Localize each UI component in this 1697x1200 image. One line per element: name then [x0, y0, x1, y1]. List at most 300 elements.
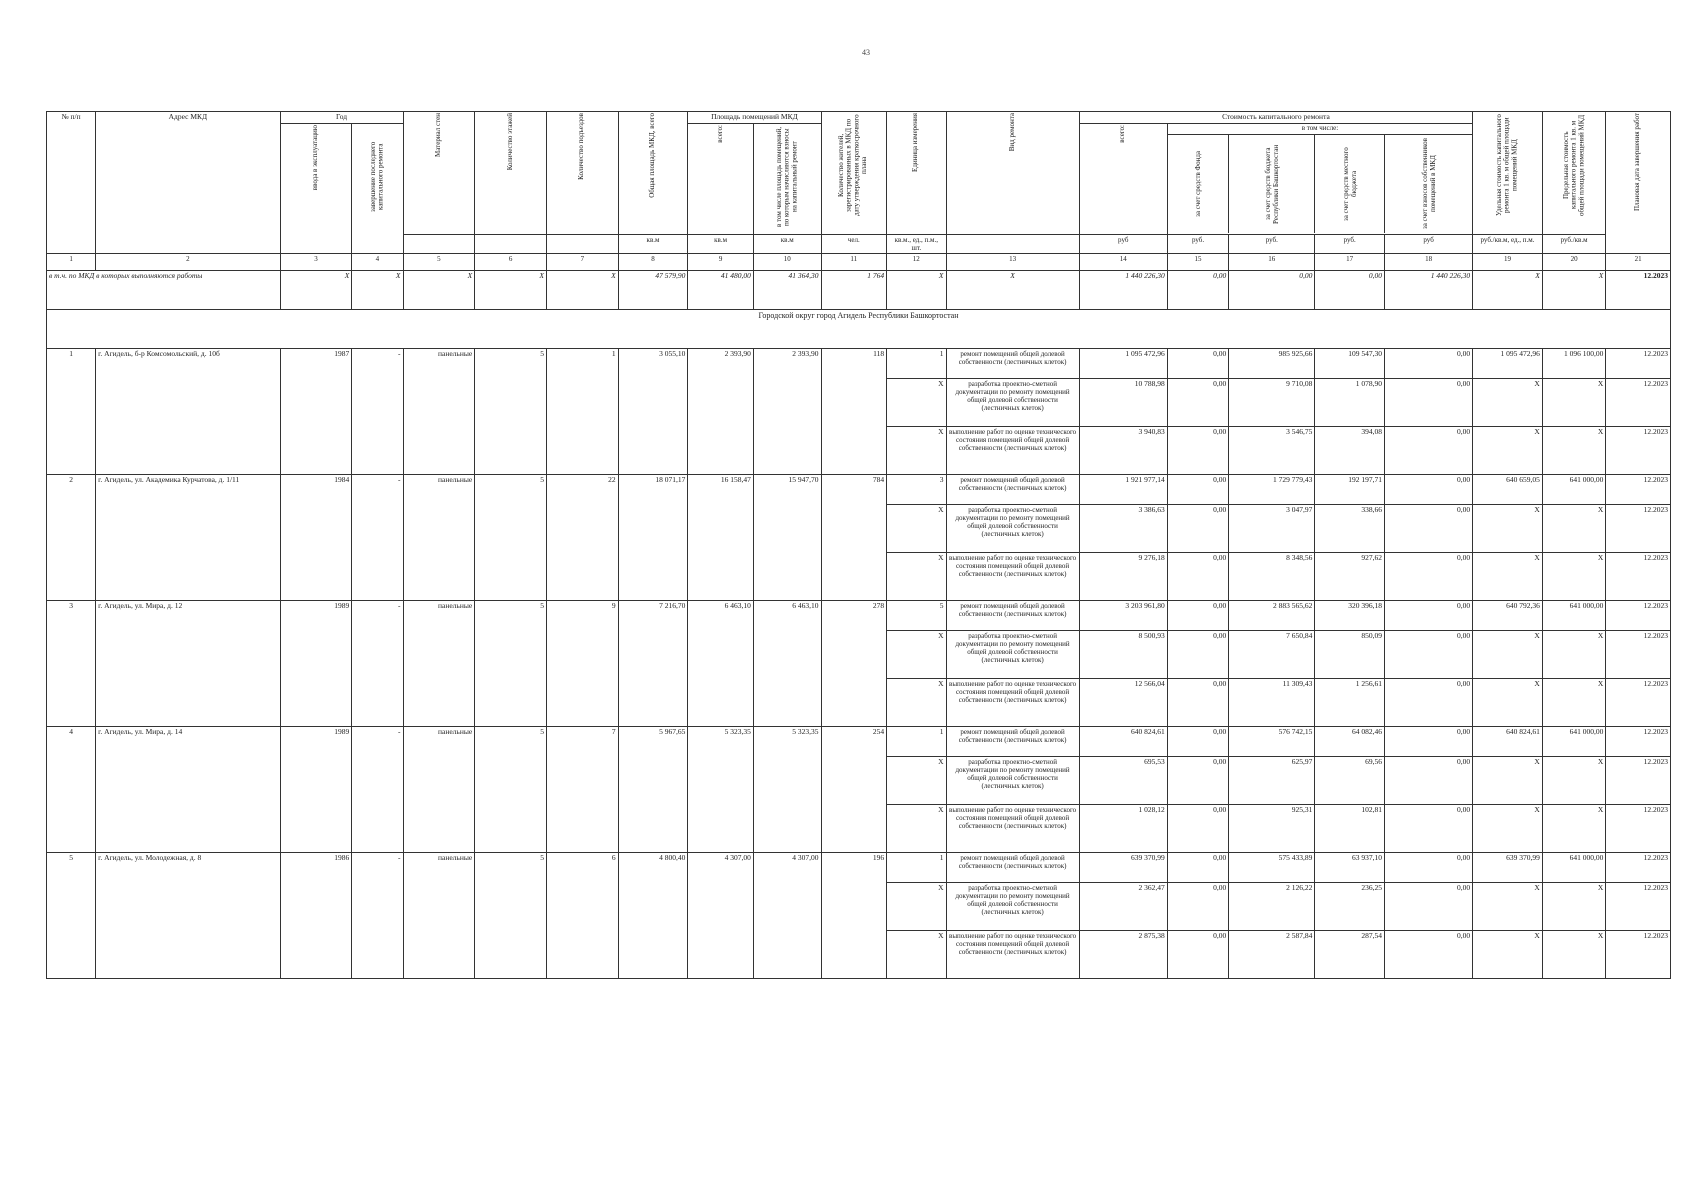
- work-cost-fund: 0,00: [1167, 678, 1228, 726]
- work-cost-local: 850,09: [1315, 630, 1385, 678]
- work-cost-total: 3 940,83: [1079, 426, 1167, 474]
- column-number: 10: [753, 253, 821, 270]
- work-type: ремонт помещений общей долевой собственности (лестничных клеток): [946, 852, 1079, 882]
- work-cost-republic: 985 925,66: [1229, 348, 1315, 378]
- work-unit-cost: X: [1473, 630, 1543, 678]
- work-cost-owners: 0,00: [1384, 504, 1472, 552]
- table-body: [47, 253, 1671, 978]
- total-cost-fund: 0,00: [1167, 270, 1228, 309]
- work-unit: X: [887, 678, 946, 726]
- building-year-commission: 1989: [280, 600, 352, 726]
- work-cost-fund: 0,00: [1167, 804, 1228, 852]
- work-unit-cost: 640 659,05: [1473, 474, 1543, 504]
- work-unit: 1: [887, 852, 946, 882]
- work-cost-total: 1 028,12: [1079, 804, 1167, 852]
- work-cost-local: 64 082,46: [1315, 726, 1385, 756]
- work-cost-republic: 2 883 565,62: [1229, 600, 1315, 630]
- building-residents: 784: [821, 474, 887, 600]
- region-title: Городской округ город Агидель Республики Башкортостан: [47, 309, 1671, 348]
- work-cost-total: 10 788,98: [1079, 378, 1167, 426]
- work-planned-date: 12.2023: [1606, 630, 1671, 678]
- header-cost-group: Стоимость капитального ремонта: [1079, 112, 1472, 124]
- work-max-cost: 1 096 100,00: [1542, 348, 1606, 378]
- work-cost-total: 12 566,04: [1079, 678, 1167, 726]
- work-planned-date: 12.2023: [1606, 756, 1671, 804]
- work-type: разработка проектно-сметной документации по ремонту помещений общей долевой собственности (лестничных клеток): [946, 504, 1079, 552]
- unit-floors: [475, 234, 547, 253]
- building-floors: 5: [475, 348, 547, 474]
- work-cost-local: 63 937,10: [1315, 852, 1385, 882]
- work-unit-cost: 640 792,36: [1473, 600, 1543, 630]
- column-number: 6: [475, 253, 547, 270]
- work-cost-local: 192 197,71: [1315, 474, 1385, 504]
- work-unit-cost: X: [1473, 930, 1543, 978]
- work-unit-cost: 1 095 472,96: [1473, 348, 1543, 378]
- unit-entrances: [546, 234, 618, 253]
- column-number: 12: [887, 253, 946, 270]
- work-cost-owners: 0,00: [1384, 600, 1472, 630]
- header-cost-total: всего:: [1079, 123, 1167, 234]
- total-floors: X: [475, 270, 547, 309]
- work-cost-fund: 0,00: [1167, 630, 1228, 678]
- unit-cost-republic: руб.: [1229, 234, 1315, 253]
- page-number: 43: [862, 48, 870, 57]
- work-type: выполнение работ по оценке технического состояния помещений общей долевой собственности (лестничных клеток): [946, 552, 1079, 600]
- building-num: 1: [47, 348, 96, 474]
- building-floors: 5: [475, 600, 547, 726]
- total-unit-cost: X: [1473, 270, 1543, 309]
- work-type: ремонт помещений общей долевой собственности (лестничных клеток): [946, 600, 1079, 630]
- total-premises-fee: 41 364,30: [753, 270, 821, 309]
- building-num: 2: [47, 474, 96, 600]
- building-address: г. Агидель, ул. Мира, д. 14: [96, 726, 280, 852]
- work-cost-total: 1 921 977,14: [1079, 474, 1167, 504]
- header-cost-including: в том числе:: [1168, 124, 1472, 135]
- building-entrances: 22: [546, 474, 618, 600]
- building-wall-material: панельные: [403, 474, 475, 600]
- unit-work-type: [946, 234, 1079, 253]
- work-max-cost: X: [1542, 426, 1606, 474]
- work-unit: 1: [887, 726, 946, 756]
- work-cost-local: 394,08: [1315, 426, 1385, 474]
- work-planned-date: 12.2023: [1606, 426, 1671, 474]
- building-premises-fee: 5 323,35: [753, 726, 821, 852]
- column-number: 20: [1542, 253, 1606, 270]
- column-numbers-row: [47, 253, 1671, 270]
- total-row: [47, 270, 1671, 309]
- building-entrances: 1: [546, 348, 618, 474]
- header-unit: Единица измерения: [887, 112, 946, 235]
- table-row: [47, 348, 1671, 378]
- work-cost-republic: 2 587,84: [1229, 930, 1315, 978]
- column-number: 8: [618, 253, 688, 270]
- total-work-type: X: [946, 270, 1079, 309]
- building-premises-fee: 6 463,10: [753, 600, 821, 726]
- work-unit: X: [887, 882, 946, 930]
- header-cost-local: за счет средств местного бюджета: [1315, 135, 1385, 233]
- header-premises-fee: в том числе площадь помещений, по которым начисляются взносы на капитальный ремонт: [753, 123, 821, 234]
- work-cost-local: 320 396,18: [1315, 600, 1385, 630]
- work-cost-total: 3 386,63: [1079, 504, 1167, 552]
- work-cost-fund: 0,00: [1167, 852, 1228, 882]
- column-number: 15: [1167, 253, 1228, 270]
- work-cost-republic: 8 348,56: [1229, 552, 1315, 600]
- work-type: ремонт помещений общей долевой собственности (лестничных клеток): [946, 348, 1079, 378]
- work-unit: X: [887, 804, 946, 852]
- header-total-area: Общая площадь МКД, всего: [618, 112, 688, 235]
- work-max-cost: X: [1542, 678, 1606, 726]
- work-cost-republic: 1 729 779,43: [1229, 474, 1315, 504]
- unit-cost-local: руб.: [1315, 234, 1385, 253]
- total-year-last-repair: X: [352, 270, 403, 309]
- building-address: г. Агидель, ул. Академика Курчатова, д. 1/11: [96, 474, 280, 600]
- work-cost-total: 2 875,38: [1079, 930, 1167, 978]
- work-cost-republic: 11 309,43: [1229, 678, 1315, 726]
- work-cost-owners: 0,00: [1384, 378, 1472, 426]
- work-cost-owners: 0,00: [1384, 630, 1472, 678]
- building-premises-total: 5 323,35: [688, 726, 754, 852]
- building-total-area: 3 055,10: [618, 348, 688, 474]
- building-premises-total: 6 463,10: [688, 600, 754, 726]
- work-planned-date: 12.2023: [1606, 600, 1671, 630]
- work-max-cost: X: [1542, 930, 1606, 978]
- building-wall-material: панельные: [403, 726, 475, 852]
- building-address: г. Агидель, б-р Комсомольский, д. 10б: [96, 348, 280, 474]
- table-row: [47, 852, 1671, 882]
- work-unit-cost: X: [1473, 756, 1543, 804]
- unit-premises-total: кв.м: [688, 234, 754, 253]
- total-max-cost: X: [1542, 270, 1606, 309]
- work-planned-date: 12.2023: [1606, 804, 1671, 852]
- building-wall-material: панельные: [403, 852, 475, 978]
- header-year-group: Год: [280, 112, 403, 124]
- building-year-last-repair: -: [352, 600, 403, 726]
- building-year-last-repair: -: [352, 474, 403, 600]
- work-cost-total: 8 500,93: [1079, 630, 1167, 678]
- header-cost-including-wrap: [1167, 123, 1472, 234]
- work-planned-date: 12.2023: [1606, 552, 1671, 600]
- work-cost-republic: 3 047,97: [1229, 504, 1315, 552]
- unit-cost-owners: руб: [1384, 234, 1472, 253]
- column-number: 18: [1384, 253, 1472, 270]
- header-year-last-repair: завершение последнего капитального ремонта: [352, 123, 403, 253]
- work-cost-owners: 0,00: [1384, 552, 1472, 600]
- work-type: ремонт помещений общей долевой собственности (лестничных клеток): [946, 726, 1079, 756]
- building-entrances: 9: [546, 600, 618, 726]
- work-max-cost: 641 000,00: [1542, 474, 1606, 504]
- header-floors: Количество этажей: [475, 112, 547, 235]
- work-cost-local: 287,54: [1315, 930, 1385, 978]
- work-max-cost: 641 000,00: [1542, 852, 1606, 882]
- column-number: 13: [946, 253, 1079, 270]
- work-cost-total: 3 203 961,80: [1079, 600, 1167, 630]
- work-type: выполнение работ по оценке технического состояния помещений общей долевой собственности (лестничных клеток): [946, 930, 1079, 978]
- work-unit: X: [887, 930, 946, 978]
- work-planned-date: 12.2023: [1606, 474, 1671, 504]
- column-number: 17: [1315, 253, 1385, 270]
- work-cost-owners: 0,00: [1384, 474, 1472, 504]
- work-cost-republic: 625,97: [1229, 756, 1315, 804]
- building-residents: 196: [821, 852, 887, 978]
- work-unit-cost: X: [1473, 882, 1543, 930]
- work-planned-date: 12.2023: [1606, 678, 1671, 726]
- column-number: 9: [688, 253, 754, 270]
- total-label: в т.ч. по МКД в которых выполняются работы: [47, 270, 281, 309]
- building-year-last-repair: -: [352, 348, 403, 474]
- work-unit: 3: [887, 474, 946, 504]
- work-planned-date: 12.2023: [1606, 882, 1671, 930]
- work-cost-fund: 0,00: [1167, 726, 1228, 756]
- work-cost-total: 695,53: [1079, 756, 1167, 804]
- work-cost-republic: 575 433,89: [1229, 852, 1315, 882]
- header-year-commission: ввода в эксплуатацию: [280, 123, 352, 253]
- work-type: разработка проектно-сметной документации по ремонту помещений общей долевой собственности (лестничных клеток): [946, 756, 1079, 804]
- work-unit-cost: X: [1473, 504, 1543, 552]
- building-year-last-repair: -: [352, 726, 403, 852]
- work-cost-republic: 3 546,75: [1229, 426, 1315, 474]
- header-unit-cost: Удельная стоимость капитального ремонта 1 кв. м общей площади помещений МКД: [1473, 112, 1543, 235]
- work-planned-date: 12.2023: [1606, 726, 1671, 756]
- building-year-commission: 1984: [280, 474, 352, 600]
- total-residents: 1 764: [821, 270, 887, 309]
- building-year-commission: 1986: [280, 852, 352, 978]
- total-cost-total: 1 440 226,30: [1079, 270, 1167, 309]
- work-unit: 1: [887, 348, 946, 378]
- work-max-cost: 641 000,00: [1542, 600, 1606, 630]
- column-number: 3: [280, 253, 352, 270]
- work-unit-cost: X: [1473, 552, 1543, 600]
- work-max-cost: 641 000,00: [1542, 726, 1606, 756]
- building-floors: 5: [475, 726, 547, 852]
- work-cost-owners: 0,00: [1384, 930, 1472, 978]
- building-floors: 5: [475, 852, 547, 978]
- work-unit: X: [887, 756, 946, 804]
- work-cost-local: 1 256,61: [1315, 678, 1385, 726]
- building-year-commission: 1987: [280, 348, 352, 474]
- header-num: № п/п: [47, 112, 96, 254]
- building-premises-total: 4 307,00: [688, 852, 754, 978]
- work-type: разработка проектно-сметной документации по ремонту помещений общей долевой собственности (лестничных клеток): [946, 630, 1079, 678]
- work-type: ремонт помещений общей долевой собственности (лестничных клеток): [946, 474, 1079, 504]
- total-cost-owners: 1 440 226,30: [1384, 270, 1472, 309]
- header-planned-date: Плановая дата завершения работ: [1606, 112, 1671, 254]
- table-row: [47, 600, 1671, 630]
- work-planned-date: 12.2023: [1606, 378, 1671, 426]
- unit-unit-cost: руб./кв.м, ед., п.м.: [1473, 234, 1543, 253]
- work-planned-date: 12.2023: [1606, 348, 1671, 378]
- total-planned-date: 12.2023: [1606, 270, 1671, 309]
- header-work-type: Вид ремонта: [946, 112, 1079, 235]
- building-premises-total: 16 158,47: [688, 474, 754, 600]
- work-cost-total: 9 276,18: [1079, 552, 1167, 600]
- work-type: выполнение работ по оценке технического состояния помещений общей долевой собственности (лестничных клеток): [946, 426, 1079, 474]
- work-cost-local: 236,25: [1315, 882, 1385, 930]
- total-premises-total: 41 480,00: [688, 270, 754, 309]
- work-max-cost: X: [1542, 756, 1606, 804]
- total-unit: X: [887, 270, 946, 309]
- work-cost-fund: 0,00: [1167, 348, 1228, 378]
- work-cost-local: 69,56: [1315, 756, 1385, 804]
- building-premises-total: 2 393,90: [688, 348, 754, 474]
- work-cost-republic: 576 742,15: [1229, 726, 1315, 756]
- header-wall-material: Материал стен: [403, 112, 475, 235]
- building-address: г. Агидель, ул. Мира, д. 12: [96, 600, 280, 726]
- work-cost-fund: 0,00: [1167, 552, 1228, 600]
- column-number: 21: [1606, 253, 1671, 270]
- total-year-commission: X: [280, 270, 352, 309]
- work-unit: X: [887, 630, 946, 678]
- work-planned-date: 12.2023: [1606, 504, 1671, 552]
- work-max-cost: X: [1542, 804, 1606, 852]
- table-row: [47, 726, 1671, 756]
- work-cost-fund: 0,00: [1167, 930, 1228, 978]
- unit-cost-fund: руб.: [1167, 234, 1228, 253]
- building-wall-material: панельные: [403, 600, 475, 726]
- work-unit: X: [887, 552, 946, 600]
- work-cost-republic: 7 650,84: [1229, 630, 1315, 678]
- work-max-cost: X: [1542, 378, 1606, 426]
- work-cost-owners: 0,00: [1384, 678, 1472, 726]
- repair-plan-table: [46, 111, 1671, 979]
- building-residents: 278: [821, 600, 887, 726]
- header-residents: Количество жителей, зарегистрированных в МКД по дату утверждения краткосрочного плана: [821, 112, 887, 235]
- column-number: 4: [352, 253, 403, 270]
- unit-max-cost: руб./кв.м: [1542, 234, 1606, 253]
- work-cost-republic: 2 126,22: [1229, 882, 1315, 930]
- unit-premises-fee: кв.м: [753, 234, 821, 253]
- building-num: 5: [47, 852, 96, 978]
- work-cost-fund: 0,00: [1167, 600, 1228, 630]
- work-unit-cost: 640 824,61: [1473, 726, 1543, 756]
- work-max-cost: X: [1542, 882, 1606, 930]
- header-address: Адрес МКД: [96, 112, 280, 254]
- unit-total-area: кв.м: [618, 234, 688, 253]
- column-number: 16: [1229, 253, 1315, 270]
- work-cost-fund: 0,00: [1167, 426, 1228, 474]
- building-entrances: 6: [546, 852, 618, 978]
- work-cost-fund: 0,00: [1167, 756, 1228, 804]
- work-cost-owners: 0,00: [1384, 726, 1472, 756]
- building-wall-material: панельные: [403, 348, 475, 474]
- building-premises-fee: 15 947,70: [753, 474, 821, 600]
- work-unit-cost: X: [1473, 804, 1543, 852]
- unit-wall: [403, 234, 475, 253]
- building-residents: 254: [821, 726, 887, 852]
- work-cost-owners: 0,00: [1384, 348, 1472, 378]
- header-cost-owners: за счет взносов собственников помещений в МКД: [1420, 138, 1437, 230]
- work-cost-total: 2 362,47: [1079, 882, 1167, 930]
- work-cost-fund: 0,00: [1167, 882, 1228, 930]
- total-entrances: X: [546, 270, 618, 309]
- work-unit: 5: [887, 600, 946, 630]
- work-cost-owners: 0,00: [1384, 852, 1472, 882]
- column-number: 14: [1079, 253, 1167, 270]
- work-cost-republic: 925,31: [1229, 804, 1315, 852]
- column-number: 5: [403, 253, 475, 270]
- work-max-cost: X: [1542, 630, 1606, 678]
- header-max-cost: Предельная стоимость капитального ремонта 1 кв. м общей площади помещений МКД: [1542, 112, 1606, 235]
- total-cost-local: 0,00: [1315, 270, 1385, 309]
- work-cost-owners: 0,00: [1384, 882, 1472, 930]
- column-number: 7: [546, 253, 618, 270]
- unit-residents: чел.: [821, 234, 887, 253]
- work-unit: X: [887, 378, 946, 426]
- work-unit: X: [887, 426, 946, 474]
- header-entrances: Количество подъездов: [546, 112, 618, 235]
- building-num: 4: [47, 726, 96, 852]
- total-total-area: 47 579,90: [618, 270, 688, 309]
- building-total-area: 4 800,40: [618, 852, 688, 978]
- work-cost-total: 639 370,99: [1079, 852, 1167, 882]
- total-cost-republic: 0,00: [1229, 270, 1315, 309]
- building-year-commission: 1989: [280, 726, 352, 852]
- unit-cost-total: руб: [1079, 234, 1167, 253]
- building-address: г. Агидель, ул. Молодежная, д. 8: [96, 852, 280, 978]
- work-unit-cost: X: [1473, 678, 1543, 726]
- building-premises-fee: 2 393,90: [753, 348, 821, 474]
- work-unit: X: [887, 504, 946, 552]
- building-total-area: 7 216,70: [618, 600, 688, 726]
- work-type: выполнение работ по оценке технического состояния помещений общей долевой собственности (лестничных клеток): [946, 678, 1079, 726]
- work-unit-cost: 639 370,99: [1473, 852, 1543, 882]
- work-planned-date: 12.2023: [1606, 852, 1671, 882]
- work-cost-local: 338,66: [1315, 504, 1385, 552]
- work-cost-owners: 0,00: [1384, 804, 1472, 852]
- table-row: [47, 474, 1671, 504]
- work-cost-local: 1 078,90: [1315, 378, 1385, 426]
- work-cost-republic: 9 710,08: [1229, 378, 1315, 426]
- work-unit-cost: X: [1473, 378, 1543, 426]
- building-floors: 5: [475, 474, 547, 600]
- work-cost-total: 640 824,61: [1079, 726, 1167, 756]
- work-cost-owners: 0,00: [1384, 756, 1472, 804]
- building-residents: 118: [821, 348, 887, 474]
- building-total-area: 5 967,65: [618, 726, 688, 852]
- work-cost-owners: 0,00: [1384, 426, 1472, 474]
- column-number: 2: [96, 253, 280, 270]
- building-num: 3: [47, 600, 96, 726]
- header-cost-sub: [1168, 135, 1472, 233]
- work-cost-local: 927,62: [1315, 552, 1385, 600]
- work-type: разработка проектно-сметной документации по ремонту помещений общей долевой собственности (лестничных клеток): [946, 882, 1079, 930]
- building-total-area: 18 071,17: [618, 474, 688, 600]
- total-wall-material: X: [403, 270, 475, 309]
- header-cost-fund: за счет средств Фонда: [1168, 135, 1230, 233]
- work-cost-fund: 0,00: [1167, 504, 1228, 552]
- building-entrances: 7: [546, 726, 618, 852]
- unit-unit: кв.м., ед., п.м., шт.: [887, 234, 946, 253]
- work-planned-date: 12.2023: [1606, 930, 1671, 978]
- work-max-cost: X: [1542, 552, 1606, 600]
- work-cost-local: 102,81: [1315, 804, 1385, 852]
- column-number: 1: [47, 253, 96, 270]
- building-premises-fee: 4 307,00: [753, 852, 821, 978]
- column-number: 19: [1473, 253, 1543, 270]
- work-cost-fund: 0,00: [1167, 378, 1228, 426]
- work-cost-fund: 0,00: [1167, 474, 1228, 504]
- header-premises-total: всего:: [688, 123, 754, 234]
- work-max-cost: X: [1542, 504, 1606, 552]
- work-unit-cost: X: [1473, 426, 1543, 474]
- header-premises-group: Площадь помещений МКД: [688, 112, 821, 124]
- region-row: [47, 309, 1671, 348]
- column-number: 11: [821, 253, 887, 270]
- work-cost-local: 109 547,30: [1315, 348, 1385, 378]
- header-cost-republic: за счет средств бюджета Республики Башкортостан: [1229, 135, 1315, 233]
- work-cost-total: 1 095 472,96: [1079, 348, 1167, 378]
- work-type: выполнение работ по оценке технического состояния помещений общей долевой собственности (лестничных клеток): [946, 804, 1079, 852]
- work-type: разработка проектно-сметной документации по ремонту помещений общей долевой собственности (лестничных клеток): [946, 378, 1079, 426]
